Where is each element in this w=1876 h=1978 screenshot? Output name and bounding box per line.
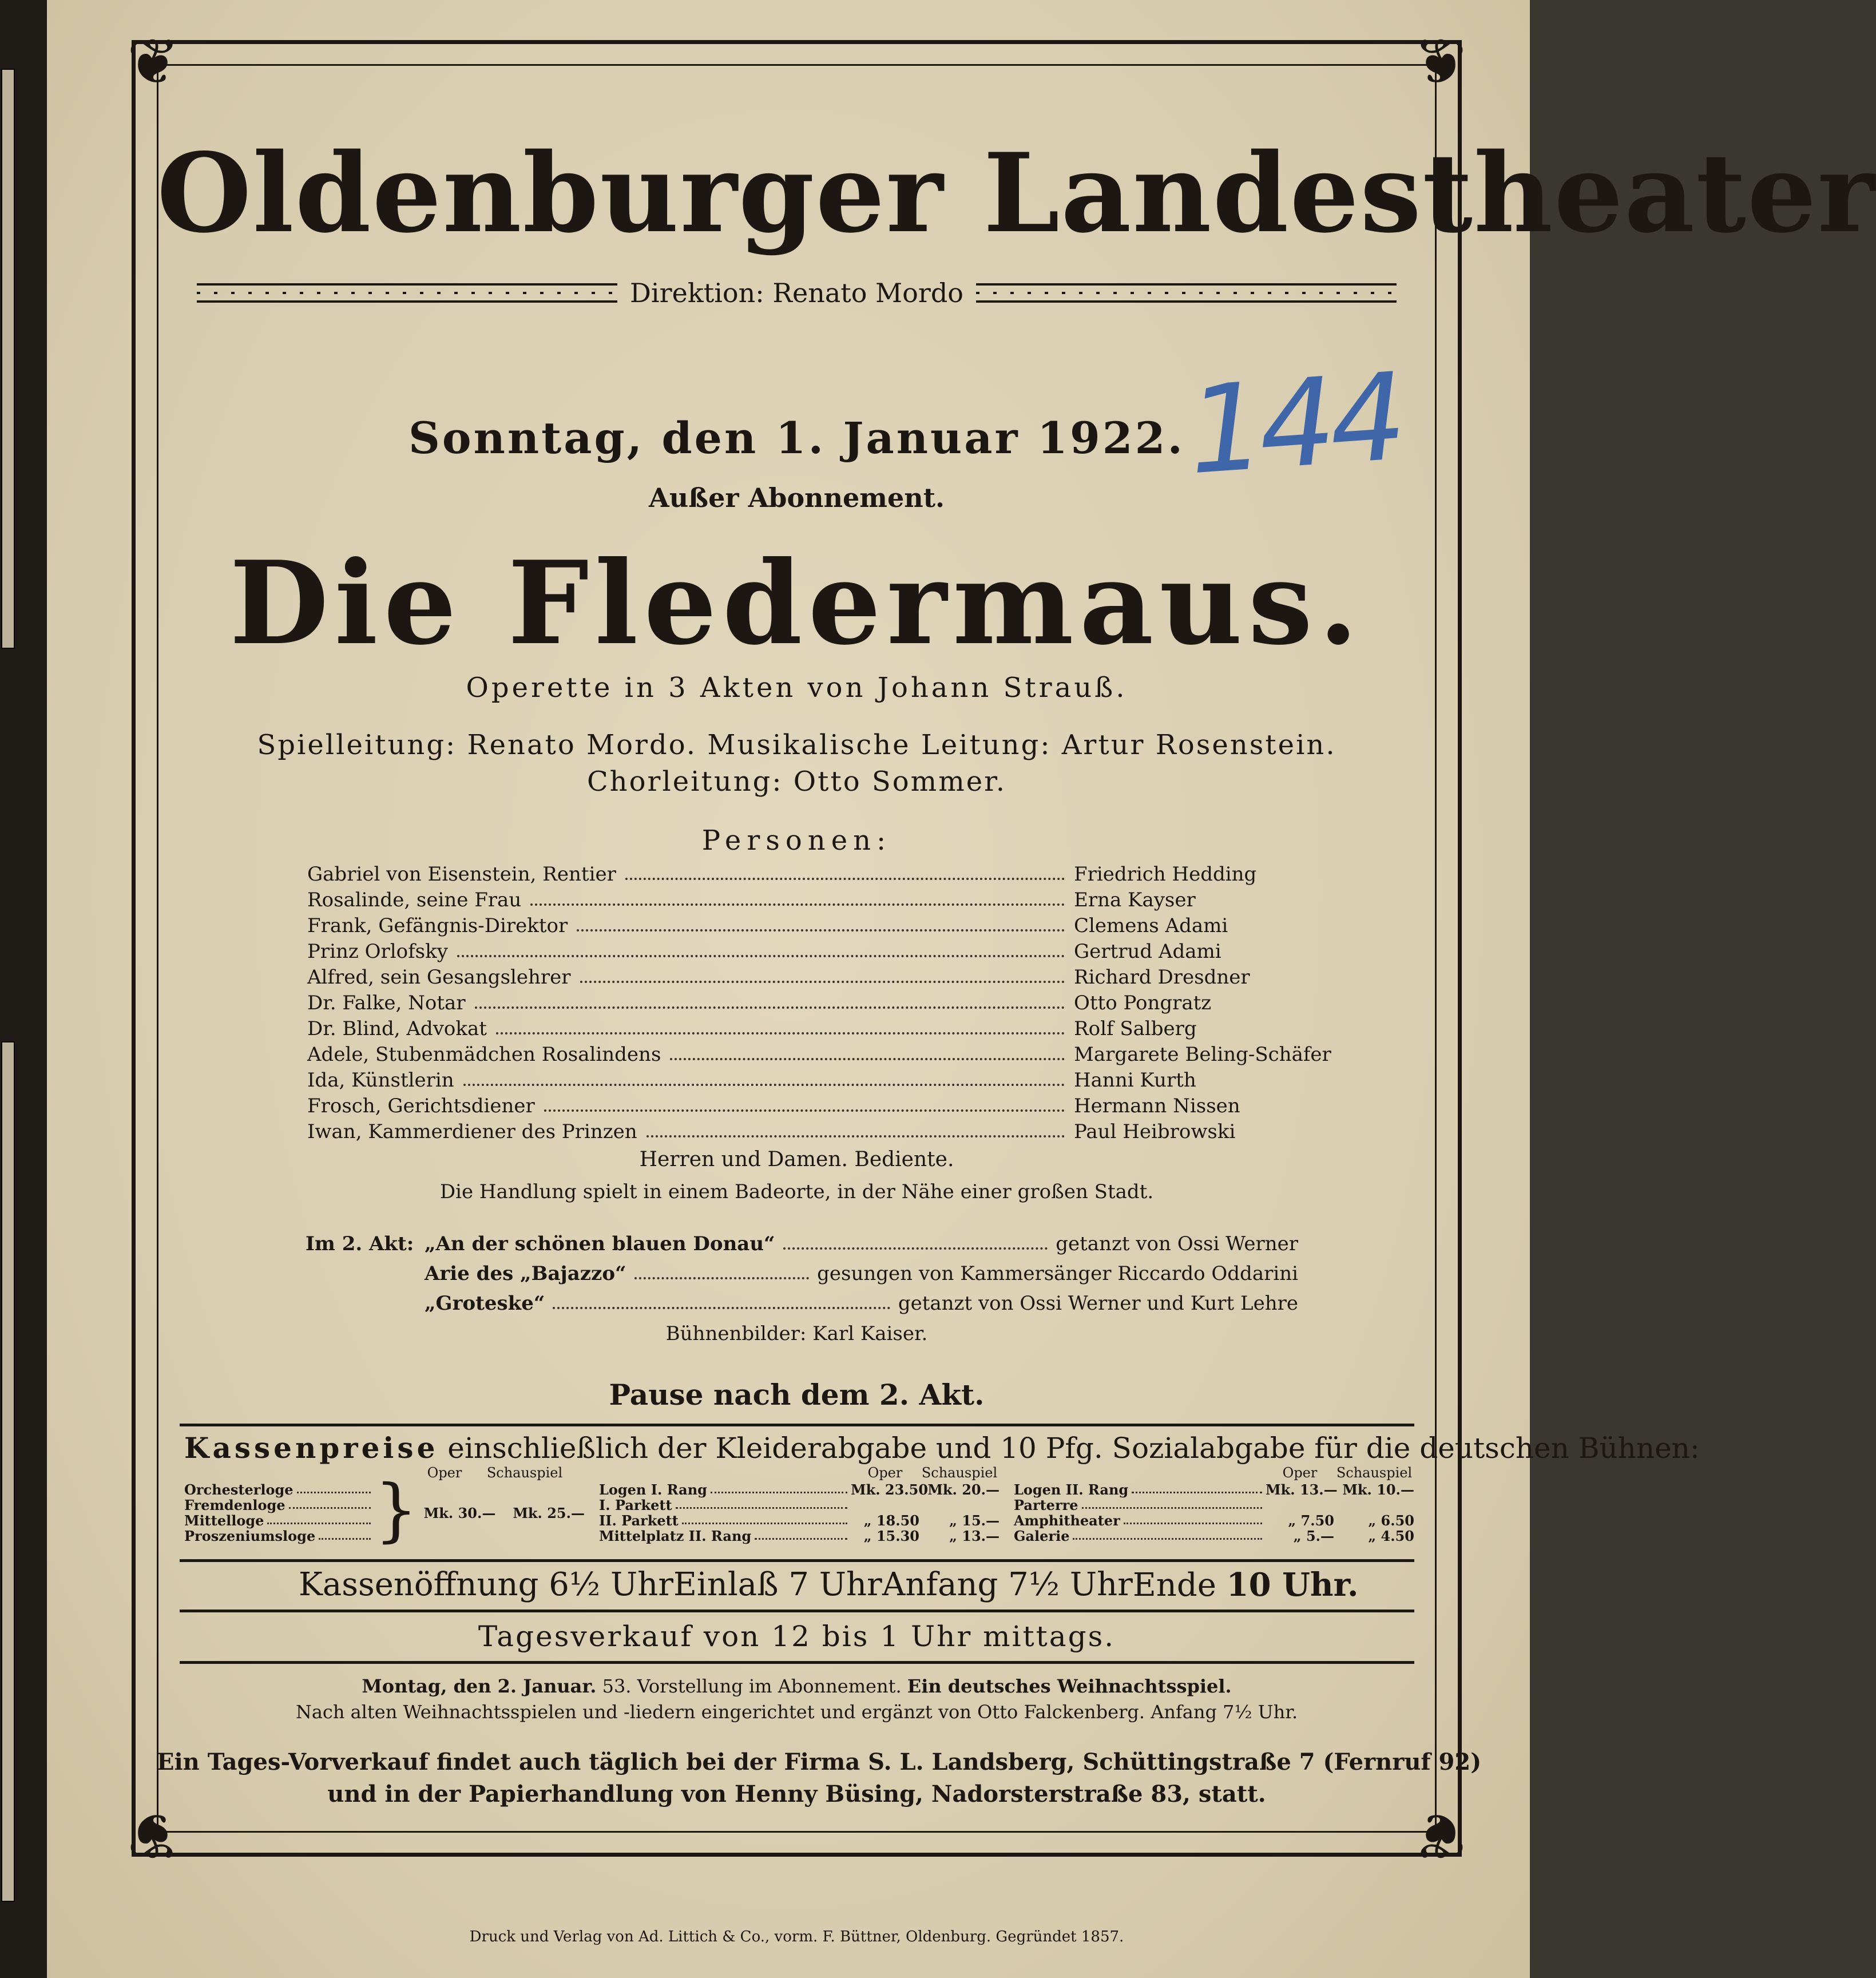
prices-heading-title: Kassenpreise: [184, 1431, 439, 1465]
credits-line-1: Spielleitung: Renato Mordo. Musikalische Leitung: Artur Rosenstein.: [257, 729, 1336, 761]
prices-heading: [184, 1429, 1700, 1467]
act2-piece: „An der schönen blauen Donau“: [425, 1232, 775, 1255]
seat-name: I. Parkett: [599, 1497, 672, 1513]
act2-row: [306, 1289, 1298, 1318]
seat-name: Mittelloge: [184, 1512, 264, 1529]
seat-name: Orchesterloge: [184, 1481, 294, 1498]
cast-row: [307, 913, 1314, 938]
cast-row: [307, 938, 1314, 964]
leader-dots: [289, 1507, 371, 1509]
next-info: 53. Vorstellung im Abonnement.: [596, 1675, 907, 1697]
price-row: [184, 1528, 374, 1544]
leader-dots: [682, 1523, 847, 1524]
act2-performer: getanzt von Ossi Werner und Kurt Lehre: [898, 1292, 1298, 1315]
cast-role: Rosalinde, seine Frau: [307, 888, 522, 911]
act2-piece: „Groteske“: [425, 1292, 545, 1315]
cast-role: Iwan, Kammerdiener des Prinzen: [307, 1120, 637, 1143]
seat-name: Parterre: [1014, 1497, 1078, 1513]
col-schauspiel: Schauspiel: [486, 1465, 563, 1481]
cast-row: [307, 1067, 1314, 1093]
cast-actor: Clemens Adami: [1074, 914, 1228, 937]
price-row: [1014, 1513, 1414, 1528]
divider-rule: [180, 1661, 1414, 1664]
advance-sale-line-1: Ein Tages-Vorverkauf findet auch täglich bei der Firma S. L. Landsberg, Schüttingstraße 7 (Fernruf 92): [157, 1749, 1482, 1775]
cast-extras: Herren und Damen. Bediente.: [639, 1148, 954, 1171]
advance-sale-line-2: und in der Papierhandlung von Henny Büsing, Nadorsterstraße 83, statt.: [327, 1781, 1266, 1807]
cast-list: [307, 861, 1331, 1144]
leader-dots: [577, 929, 1065, 931]
cast-row: [307, 1016, 1314, 1041]
ornament-rule-right: [976, 283, 1397, 303]
leader-dots: [457, 955, 1065, 957]
cast-actor: Otto Pongratz: [1074, 991, 1212, 1014]
cast-actor: Paul Heibrowski: [1074, 1120, 1236, 1143]
seat-name: II. Parkett: [599, 1512, 679, 1529]
cast-role: Prinz Orlofsky: [307, 940, 448, 963]
price-row: [599, 1528, 1000, 1544]
cast-actor: Friedrich Hedding: [1074, 862, 1257, 886]
leader-dots: [625, 878, 1065, 880]
end-time: [1133, 1562, 1359, 1608]
brace-icon: }: [374, 1470, 418, 1550]
leader-dots: [297, 1492, 371, 1493]
cast-row: [307, 887, 1314, 913]
leader-dots: [553, 1307, 890, 1309]
leader-dots: [1082, 1507, 1262, 1509]
leader-dots: [711, 1492, 847, 1493]
leader-dots: [755, 1538, 847, 1540]
price-row: [184, 1482, 374, 1497]
cast-row: [307, 1041, 1331, 1067]
printer-footer: Druck und Verlag von Ad. Littich & Co., vorm. F. Büttner, Oldenburg. Gegründet 1857.: [469, 1928, 1124, 1945]
cast-row: [307, 1119, 1314, 1144]
seat-name: Logen II. Rang: [1014, 1481, 1129, 1498]
cast-row: [307, 861, 1314, 887]
col-schauspiel: Schauspiel: [921, 1465, 998, 1481]
leader-dots: [267, 1523, 371, 1524]
seat-name: Amphitheater: [1014, 1512, 1120, 1529]
spacer: [599, 1465, 851, 1482]
price-schauspiel: „ 6.50: [1368, 1512, 1414, 1529]
corner-ornament-icon: ❦: [1413, 25, 1467, 98]
pause-note: Pause nach dem 2. Akt.: [609, 1378, 985, 1412]
price-oper: „ 5.—: [1293, 1528, 1334, 1544]
cast-actor: Hermann Nissen: [1074, 1094, 1240, 1117]
divider-rule: [180, 1424, 1414, 1426]
cast-role: Adele, Stubenmädchen Rosalindens: [307, 1042, 661, 1066]
price-schauspiel: „ 15.—: [949, 1512, 1000, 1529]
leader-dots: [496, 1032, 1065, 1034]
price-row: [599, 1497, 1000, 1513]
seat-name: Logen I. Rang: [599, 1481, 707, 1498]
price-group-1-names: [184, 1482, 374, 1544]
corner-ornament-icon: ❦: [126, 1799, 180, 1872]
spacer: [1014, 1465, 1266, 1482]
col-schauspiel: Schauspiel: [1336, 1465, 1413, 1481]
spine-tab-upper: [1, 69, 15, 649]
price-schauspiel: „ 13.—: [949, 1528, 1000, 1544]
leader-dots: [1132, 1492, 1262, 1493]
seat-name: Galerie: [1014, 1528, 1070, 1544]
next-performance-line-1: [157, 1672, 1437, 1700]
leader-dots: [580, 981, 1065, 983]
start-time: Anfang 7½ Uhr: [882, 1566, 1133, 1603]
price-oper: Mk. 13.—: [1266, 1481, 1338, 1498]
cast-role: Dr. Blind, Advokat: [307, 1017, 487, 1040]
cast-role: Frosch, Gerichtsdiener: [307, 1094, 535, 1117]
seat-name: Mittelplatz II. Rang: [599, 1528, 752, 1544]
director-row: [197, 276, 1397, 310]
act2-row: [306, 1259, 1298, 1289]
credits-line-2: Chorleitung: Otto Sommer.: [586, 766, 1007, 798]
price-row: [1014, 1528, 1414, 1544]
cast-actor: Margarete Beling-Schäfer: [1074, 1042, 1331, 1066]
day-presale: Tagesverkauf von 12 bis 1 Uhr mittags.: [478, 1620, 1116, 1653]
leader-dots: [676, 1507, 847, 1509]
time-schedule: [299, 1562, 1359, 1608]
cast-row: [307, 964, 1314, 990]
cast-role: Alfred, sein Gesangslehrer: [307, 965, 571, 989]
col-oper: Oper: [867, 1465, 903, 1481]
cast-heading: Personen:: [701, 825, 892, 857]
col-oper: Oper: [1282, 1465, 1318, 1481]
corner-ornament-icon: ❦: [126, 25, 180, 98]
cast-row: [307, 990, 1314, 1016]
cast-role: Gabriel von Eisenstein, Rentier: [307, 862, 616, 886]
act2-label: Im 2. Akt:: [306, 1232, 414, 1255]
price-oper: „ 18.50: [863, 1512, 919, 1529]
end-label: Ende: [1132, 1567, 1227, 1604]
cast-role: Ida, Künstlerin: [307, 1068, 454, 1092]
price-row: [1014, 1497, 1414, 1513]
seat-name: Fremdenloge: [184, 1497, 285, 1513]
handwritten-number: 144: [1183, 347, 1405, 502]
leader-dots: [463, 1084, 1065, 1086]
cast-actor: Erna Kayser: [1074, 888, 1196, 911]
price-oper: „ 7.50: [1288, 1512, 1334, 1529]
cast-actor: Gertrud Adami: [1074, 940, 1221, 963]
theater-title: Oldenburger Landestheater: [157, 129, 1876, 257]
leader-dots: [634, 1277, 810, 1279]
leader-dots: [783, 1247, 1048, 1250]
price-schauspiel: Mk. 25.—: [513, 1504, 585, 1521]
leader-dots: [475, 1006, 1065, 1009]
corner-ornament-icon: ❦: [1413, 1799, 1467, 1872]
spine-tab-lower: [1, 1041, 15, 1902]
price-schauspiel: Mk. 10.—: [1342, 1481, 1414, 1498]
cast-role: Dr. Falke, Notar: [307, 991, 466, 1014]
leader-dots: [647, 1135, 1065, 1137]
price-row: [184, 1513, 374, 1528]
price-group-1: [184, 1465, 585, 1550]
price-group-1-values: [418, 1482, 585, 1544]
performance-date: Sonntag, den 1. Januar 1922.: [408, 413, 1185, 463]
subscription-note: Außer Abonnement.: [649, 482, 945, 513]
end-value: 10 Uhr.: [1226, 1566, 1359, 1604]
col-oper: Oper: [427, 1465, 462, 1481]
act2-performer: getanzt von Ossi Werner: [1056, 1232, 1298, 1255]
price-row: [599, 1482, 1000, 1497]
cast-role: Frank, Gefängnis-Direktor: [307, 914, 568, 937]
next-date: Montag, den 2. Januar.: [362, 1675, 597, 1697]
leader-dots: [670, 1058, 1065, 1060]
leader-dots: [530, 903, 1065, 906]
price-group-2: [599, 1465, 1000, 1544]
price-row: [1014, 1482, 1414, 1497]
next-title: Ein deutsches Weihnachtsspiel.: [907, 1675, 1232, 1697]
box-office-time: Kassenöffnung 6½ Uhr: [299, 1566, 673, 1603]
leader-dots: [1073, 1538, 1262, 1540]
stage-design: Bühnenbilder: Karl Kaiser.: [665, 1322, 928, 1345]
divider-rule: [180, 1610, 1414, 1612]
price-group-3: [1014, 1465, 1414, 1544]
act2-row: [306, 1229, 1298, 1259]
act2-numbers: [306, 1229, 1298, 1318]
play-setting: Die Handlung spielt in einem Badeorte, in der Nähe einer großen Stadt.: [439, 1180, 1154, 1203]
price-col-header: [1014, 1465, 1414, 1482]
price-row: [184, 1497, 374, 1513]
price-oper: Mk. 30.—: [423, 1504, 496, 1521]
cast-actor: Richard Dresdner: [1074, 965, 1250, 989]
price-schauspiel: „ 4.50: [1368, 1528, 1414, 1544]
binding-spine: [0, 0, 49, 1978]
next-performance-line-2: Nach alten Weihnachtsspielen und -liedern eingerichtet und ergänzt von Otto Falckenberg. Anfang 7½ Uhr.: [295, 1701, 1298, 1723]
price-row: [599, 1513, 1000, 1528]
cast-row: [307, 1093, 1314, 1119]
playbill-page: [47, 0, 1876, 1978]
price-col-header: [599, 1465, 1000, 1482]
play-title: Die Fledermaus.: [229, 536, 1364, 671]
prices-heading-rest: einschließlich der Kleiderabgabe und 10 Pfg. Sozialabgabe für die deutschen Bühnen:: [438, 1432, 1700, 1465]
director-line: Direktion: Renato Mordo: [630, 278, 963, 308]
admission-time: Einlaß 7 Uhr: [673, 1566, 882, 1603]
seat-name: Proszeniumsloge: [184, 1528, 316, 1544]
cast-actor: Hanni Kurth: [1074, 1068, 1196, 1092]
price-oper: „ 15.30: [863, 1528, 919, 1544]
ornament-rule-left: [197, 283, 617, 303]
price-schauspiel: Mk. 20.—: [927, 1481, 1000, 1498]
act2-piece: Arie des „Bajazzo“: [425, 1262, 626, 1285]
leader-dots: [544, 1109, 1065, 1112]
leader-dots: [1124, 1523, 1262, 1524]
play-subtitle: Operette in 3 Akten von Johann Strauß.: [466, 672, 1128, 704]
leader-dots: [319, 1538, 371, 1540]
cast-actor: Rolf Salberg: [1074, 1017, 1197, 1040]
price-oper: Mk. 23.50: [851, 1481, 929, 1498]
act2-performer: gesungen von Kammersänger Riccardo Oddarini: [817, 1262, 1298, 1285]
